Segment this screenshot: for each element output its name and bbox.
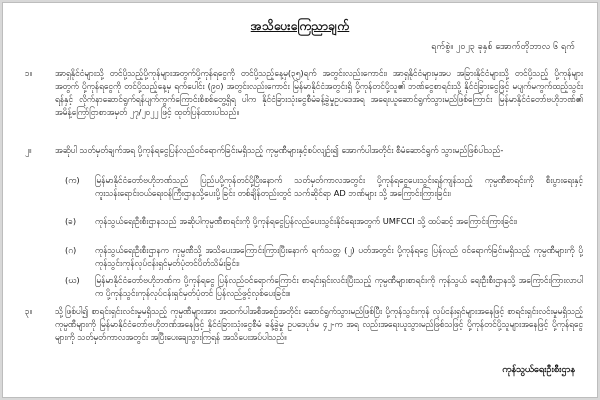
list-item-label: (က) [65, 175, 80, 185]
notice-date: ရက်စွဲ။ ၂၀၂၃ ခုနှစ် အောက်တိုဘာလ ၆ ရက် [431, 42, 575, 52]
paragraph-text: အာရှနိုင်ငံများသို့ တင်ပို့သည့်ပို့ကုန်များအတွက်ပို့ကုန်ရငွေကို တင်ပို့သည့်နေ့မှ(၃၅)ရက် အတွင်းလည်းကောင်း၊ အာရှနိုင်ငံများမှအပ အခြားနိုင်ငံများသို့ တင်ပို့သည့် ပို့ကုန်များအတွက် ပို့ကုန်ရငွေကို တင်ပို့သည့်နေ့မှ ရက်ပေါင်း (၉၀) အတွင်းလည်းကောင်း မြန်မာနိုင်ငံအတွင်းရှိ ပို့ကုန်တင်ပို့သူ၏ ဘဏ်ငွေစာရင်းသို့ နိုင်ငံခြားငွေဖြင့် မပျက်မကွက်ထည့်သွင်းရန်နှင့် လိုက်နာဆောင်ရွက်ရန်ပျက်ကွက်ကြောင်းစိစစ်တွေ့ရှိရ ပါက နိုင်ငံခြားသုံးငွေစီမံခန့်ခွဲမှုဥပဒေအရ အရေးယူဆောင်ရွက်သွားမည်ဖြစ်ကြောင်း မြန်မာနိုင်ငံတော်ဗဟိုဘဏ်၏ အမိန့်ကြော်ငြာစာအမှတ် ၂၇/၂၀၂၂ ဖြင့် ထုတ်ပြန်ထားပါသည်။ [55, 68, 583, 118]
paragraph-text: သို့ဖြစ်ပါ၍ စာရင်းရှင်းလင်းမှုမရှိသည့် ကုမ္ပဏီများအား အထက်ပါအစီအစဉ်အတိုင်း ဆောင်ရွက်သွားမည်ဖြစ်ပြီး ပို့ကုန်သွင်းကုန် လုပ်ငန်းရှင်များအနေဖြင့် စာရင်းရှင်းလင်းမှုမရှိသည့်ကုမ္ပဏီများကို မြန်မာနိုင်ငံတော်ဗဟိုဘဏ်အနေဖြင့် နိုင်ငံခြားသုံးငွေစီမံ ခန့်ခွဲမှု ဥပဒေပုဒ်မ ၄၂-က အရ လည်းအရေးယူသွားမည်ဖြစ်သဖြင့် ပို့ကုန်တင်ပို့သူများအနေဖြင့် ပို့ကုန်ရငွေများကို သတ်မှတ်ကာလအတွင်း အပြီးပေးချေသွားကြရန် အသိပေးအပ်ပါသည်။ [55, 306, 583, 343]
paragraph-2 [25, 144, 583, 157]
list-item-text: ကုန်သွယ်ရေးဦးစီးဌာနသည် အဆိုပါကုမ္ပဏီစာရင်းကို ပို့ကုန်ရငွေပြန်လည်ပေးသွင်းနိုင်ရေးအတွက် UMFCCI သို့ ထပ်ဆင့် အကြောင်းကြားခြင်း၊ [95, 216, 518, 226]
list-item-gha [65, 274, 583, 300]
paragraph-number: ၁။ [25, 68, 33, 78]
paragraph-text: အဆိုပါ သတ်မှတ်ချက်အရ ပို့ကုန်ရငွေပြန်လည်ဝင်ရောက်ခြင်းမရှိသည့် ကုမ္ပဏီများနှင့်စပ်လျဉ်း၍ အောက်ပါအတိုင်း စီမံဆောင်ရွက် သွားမည်ဖြစ်ပါသည်- [55, 145, 504, 155]
paragraph-number: ၃။ [25, 306, 33, 316]
list-item-text: မြန်မာနိုင်ငံတော်ဗဟိုဘဏ်က ပို့ကုန်ရငွေ ပြန်လည်ဝင်ရောက်ကြောင်း စာရင်းရှင်းလင်းပြီးသည့် ကုမ္ပဏီများစာရင်းကို ကုန်သွယ် ရေးဦးစီးဌာနသို့ အကြောင်းကြားလာပါက ပို့ကုန်သွင်းကုန်လုပ်ငန်းရှင်မှတ်ပုံတင် ပြန်လည်ဖွင့်လှစ်ပေးခြင်း။ [95, 275, 583, 299]
list-item-ka [65, 174, 583, 200]
signature: ကုန်သွယ်ရေးဦးစီးဌာန [502, 364, 575, 375]
list-item-text: ကုန်သွယ်ရေးဦးစီးဌာနက ကုမ္ပဏီသို့ အသိပေးအကြောင်းကြားပြီးနောက် ရက်သတ္တ (၂) ပတ်အတွင်း ပို့ကုန်ရငွေ ပြန်လည် ဝင်ရောက်ခြင်းမရှိသည့် ကုမ္ပဏီများကို ပို့ကုန်သွင်းကုန်လုပ်ငန်းရှင်မှတ်ပုံတင်ပိတ်သိမ်းခြင်း၊ [95, 245, 583, 269]
list-item-kha [65, 215, 583, 228]
notice-document [2, 2, 598, 398]
list-item-ga [65, 244, 583, 270]
paragraph-1 [25, 67, 583, 119]
paragraph-number: ၂။ [25, 145, 32, 155]
list-item-label: (ခ) [65, 216, 77, 226]
list-item-text: မြန်မာနိုင်ငံတော်ဗဟိုဘဏ်သည် ပြည်ပပို့ကုန်တင်ပို့ပြီးနောက် သတ်မှတ်ကာလအတွင်း ပို့ကုန်ရငွေပေးသွင်းရန်ကျန်သည့် ကုမ္ပဏီစာရင်းကို စီးပွားရေးနှင့်ကူးသန်းရောင်းဝယ်ရေးဝန်ကြီးဌာနသို့ပေးပို့ခြင်း တစ်ချိန်တည်းတွင် သက်ဆိုင်ရာ AD ဘဏ်များ သို့ အကြောင်းကြားခြင်း၊ [95, 175, 583, 199]
notice-title: အသိပေးကြေညာချက် [250, 19, 350, 33]
list-item-label: (ဃ) [65, 275, 80, 285]
list-item-label: (ဂ) [65, 245, 77, 255]
paragraph-3 [25, 305, 583, 344]
